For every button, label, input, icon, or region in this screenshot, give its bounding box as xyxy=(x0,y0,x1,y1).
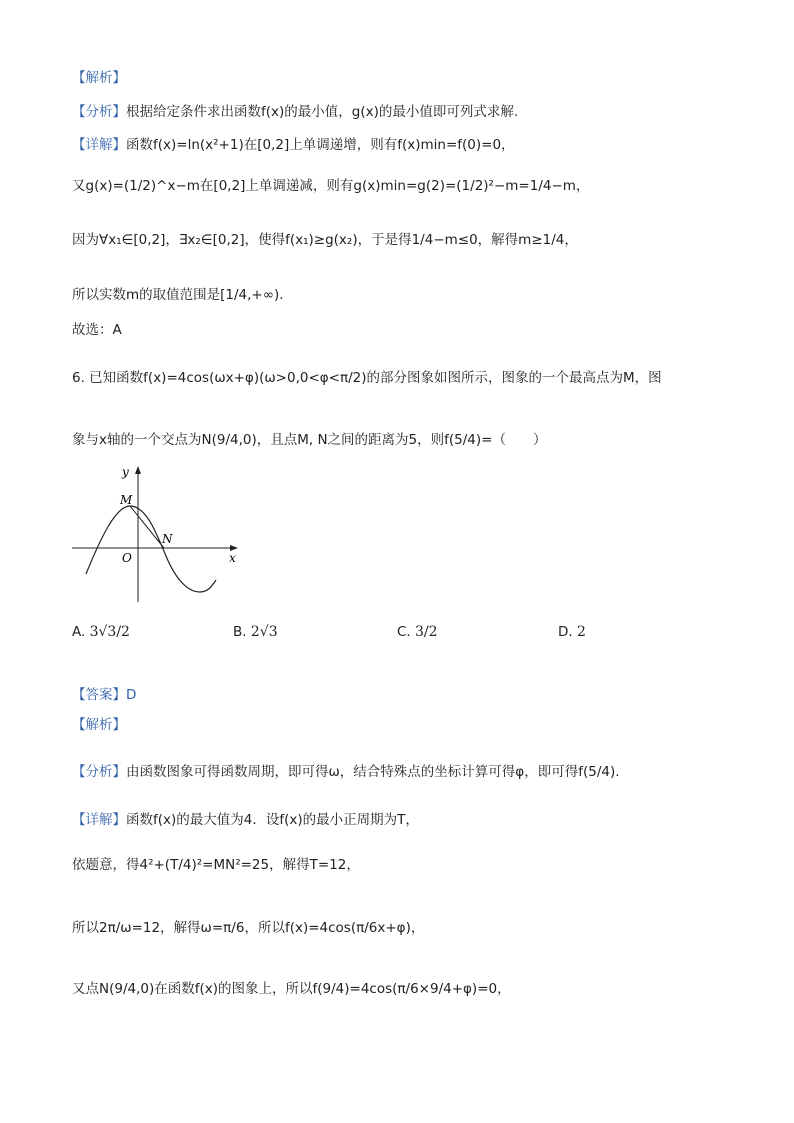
fenxi-line-1 xyxy=(72,100,518,120)
q6-line-1 xyxy=(72,366,662,386)
jiexi-heading-2 xyxy=(72,713,126,733)
option-b-label: B. xyxy=(233,624,247,640)
function-graph xyxy=(66,462,246,612)
option-a-label: A. xyxy=(72,624,86,640)
sec1-text-2: 又g(x)=(1/2)^x−m在[0,2]上单调递减，则有g(x)min=g(2)=(1/2)²−m=1/4−m， xyxy=(72,178,590,194)
sec2-line-2 xyxy=(72,853,360,873)
option-c-value: 3/2 xyxy=(415,624,438,640)
xiangjie-label-2: 【详解】 xyxy=(72,812,126,828)
xiangjie-line-2 xyxy=(72,808,419,828)
option-c-label: C. xyxy=(397,624,411,640)
guxuan-text: 故选：A xyxy=(72,322,122,338)
q6-line-2 xyxy=(72,428,546,448)
guxuan-line xyxy=(72,318,122,338)
fenxi-text: 根据给定条件求出函数f(x)的最小值，g(x)的最小值即可列式求解. xyxy=(126,104,519,120)
fenxi-line-2 xyxy=(72,760,620,780)
sec2-line-4 xyxy=(72,977,511,997)
sec2-text-3: 所以2π/ω=12，解得ω=π/6，所以f(x)=4cos(π/6x+φ)， xyxy=(72,920,425,936)
point-m-label: M xyxy=(120,493,133,507)
sec1-line-2 xyxy=(72,174,589,194)
y-axis-label: y xyxy=(122,465,129,479)
option-a xyxy=(72,624,130,640)
xiangjie-text-2: 函数f(x)的最大值为4．设f(x)的最小正周期为T， xyxy=(126,812,419,828)
curve xyxy=(86,506,216,592)
fenxi-label: 【分析】 xyxy=(72,104,126,120)
option-d-label: D. xyxy=(558,624,573,640)
sec2-line-3 xyxy=(72,916,424,936)
jiexi-heading-1 xyxy=(72,66,126,86)
origin-label: O xyxy=(122,551,132,565)
x-axis-label: x xyxy=(229,551,236,565)
option-b-value: 2√3 xyxy=(250,624,278,640)
y-axis-arrow xyxy=(135,466,141,474)
xiangjie-text-1: 函数f(x)=ln(x²+1)在[0,2]上单调递增，则有f(x)min=f(0)=0， xyxy=(126,137,515,153)
sec2-text-4: 又点N(9/4,0)在函数f(x)的图象上，所以f(9/4)=4cos(π/6×9/4+φ)=0， xyxy=(72,981,511,997)
xiangjie-label: 【详解】 xyxy=(72,137,126,153)
point-n-label: N xyxy=(162,532,173,546)
segment-mn xyxy=(130,506,164,548)
q6-text-2: 象与x轴的一个交点为N(9/4,0)，且点M, N之间的距离为5，则f(5/4)=（ ） xyxy=(72,432,547,448)
option-c xyxy=(397,624,438,640)
q6-text-1: 6. 已知函数f(x)=4cos(ωx+φ)(ω>0,0<φ<π/2)的部分图象如图所示，图象的一个最高点为M，图 xyxy=(72,370,662,386)
daan-line xyxy=(72,683,136,703)
daan-label: 【答案】D xyxy=(72,687,137,703)
sec1-text-4: 所以实数m的取值范围是[1/4,+∞). xyxy=(72,287,284,303)
fenxi-text-2: 由函数图象可得函数周期，即可得ω，结合特殊点的坐标计算可得φ，即可得f(5/4). xyxy=(126,764,620,780)
sec1-line-3 xyxy=(72,228,578,248)
sec2-text-2: 依题意，得4²+(T/4)²=MN²=25，解得T=12， xyxy=(72,857,360,873)
sec1-text-3: 因为∀x₁∈[0,2]，∃x₂∈[0,2]，使得f(x₁)≥g(x₂)，于是得1/4−m≤0，解得m≥1/4， xyxy=(72,232,578,248)
xiangjie-line-1 xyxy=(72,133,515,153)
jiexi-label-2: 【解析】 xyxy=(72,717,126,733)
fenxi-label-2: 【分析】 xyxy=(72,764,126,780)
option-b xyxy=(233,624,278,640)
option-a-value: 3√3/2 xyxy=(89,624,130,640)
jiexi-label: 【解析】 xyxy=(72,70,126,86)
sec1-line-4 xyxy=(72,283,284,303)
option-d xyxy=(558,624,586,640)
option-d-value: 2 xyxy=(576,624,586,640)
